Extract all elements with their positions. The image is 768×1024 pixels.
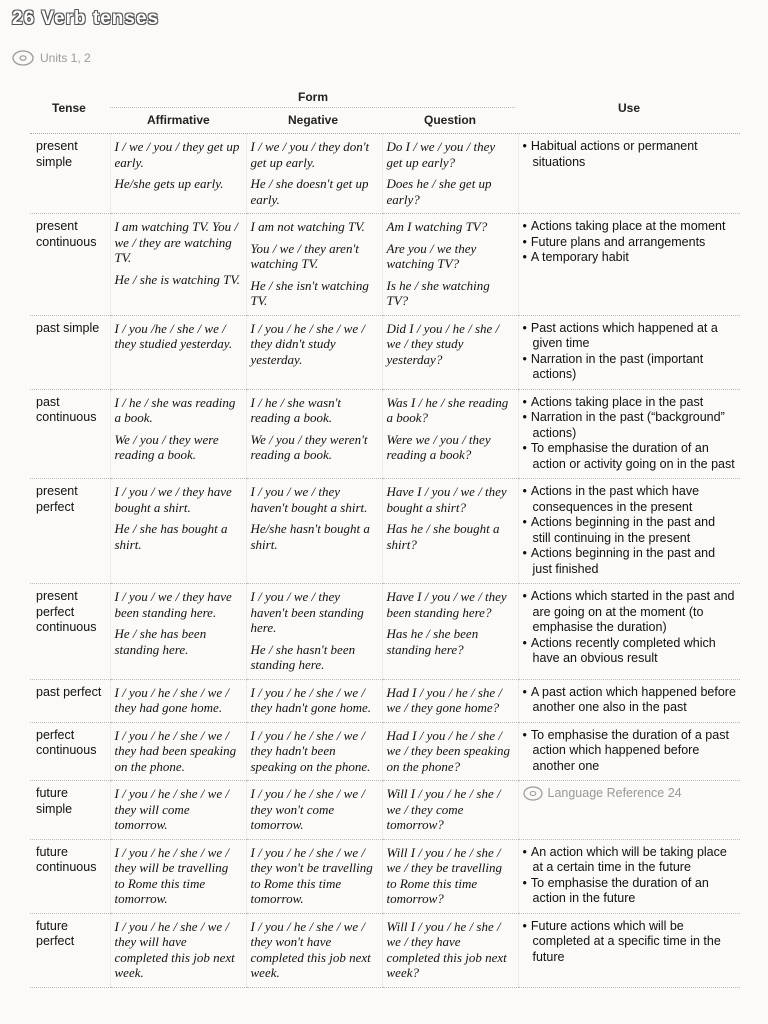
table-row [30,134,740,214]
use-item: • Actions beginning in the past and just finished [523,546,737,577]
use-cell [518,389,740,479]
negative-form: I / you / he / she / we / they won't be travelling to Rome this time tomorrow. [250,844,373,906]
header-question: Question [424,113,477,127]
cd-icon [523,786,543,801]
use-item: • Habitual actions or permanent situations [523,139,737,170]
affirmative-cell [110,679,246,722]
affirmative-form: I / you / we / they have been standing here. [114,589,232,620]
negative-form: I / you / he / she / we / they won't come tomorrow. [250,786,365,832]
negative-cell [246,913,382,987]
affirmative-form: We / you / they were reading a book. [114,431,219,462]
tense-cell: present continuous [30,214,110,316]
header-tense: Tense [52,101,86,115]
use-list [523,845,737,907]
negative-form: He / she isn't watching TV. [250,277,369,308]
question-form: Will I / you / he / she / we / they be travelling to Rome this time tomorrow? [386,844,503,906]
verb-tense-table [30,85,740,988]
question-cell [382,389,518,479]
negative-cell [246,679,382,722]
affirmative-form: He / she has bought a shirt. [114,521,228,552]
use-item: • A past action which happened before another one also in the past [523,685,737,716]
use-item: • Future actions which will be completed at a specific time in the future [523,919,737,966]
negative-form: I am not watching TV. [250,219,365,234]
table-row [30,214,740,316]
question-form: Were we / you / they reading a book? [386,431,491,462]
question-form: Has he / she bought a shirt? [386,521,500,552]
question-form: Is he / she watching TV? [386,277,490,308]
use-cell [518,781,740,840]
question-cell [382,781,518,840]
question-form: Will I / you / he / she / we / they have completed this job next week? [386,918,507,980]
negative-cell [246,134,382,214]
negative-form: He / she hasn't been standing here. [250,641,356,672]
language-reference-label: Language Reference 24 [547,786,682,800]
negative-form: You / we / they aren't watching TV. [250,240,359,271]
negative-form: I / you / he / she / we / they didn't study yesterday. [250,320,365,367]
table-row [30,315,740,389]
negative-cell [246,781,382,840]
table-row [30,679,740,722]
affirmative-form: He / she has been standing here. [114,626,207,657]
question-form: Had I / you / he / she / we / they been speaking on the phone? [386,727,510,774]
use-list [523,219,737,266]
use-item: • Actions recently completed which have an obvious result [523,636,737,667]
negative-cell [246,389,382,479]
negative-form: We / you / they weren't reading a book. [250,431,368,462]
affirmative-cell [110,134,246,214]
question-form: Has he / she been standing here? [386,626,479,657]
question-form: Have I / you / we / they been standing here? [386,589,507,620]
use-list [523,484,737,577]
question-form: Are you / we they watching TV? [386,240,477,271]
table-row [30,781,740,840]
use-item: • Actions which started in the past and are going on at the moment (to emphasise the duration) [523,589,737,636]
use-item: • Past actions which happened at a given time [523,321,737,352]
question-form: Do I / we / you / they get up early? [386,139,496,170]
affirmative-cell [110,584,246,680]
negative-cell [246,315,382,389]
question-form: Will I / you / he / she / we / they come tomorrow? [386,786,501,832]
tense-cell: present perfect [30,479,110,584]
affirmative-form: He/she gets up early. [114,176,224,191]
affirmative-cell [110,214,246,316]
affirmative-form: I / you / he / she / we / they had been speaking on the phone. [114,727,237,774]
affirmative-form: I / you / he / she / we / they will have completed this job next week. [114,918,235,980]
affirmative-form: I / you / he / she / we / they will come tomorrow. [114,786,229,832]
tense-cell: perfect continuous [30,722,110,781]
use-item: • To emphasise the duration of an action in the future [523,876,737,907]
units-reference [12,50,91,66]
header-affirmative: Affirmative [147,113,210,127]
negative-cell [246,584,382,680]
table-row [30,389,740,479]
affirmative-form: He / she is watching TV. [114,271,240,287]
question-cell [382,134,518,214]
use-cell [518,679,740,722]
question-cell [382,214,518,316]
use-list [523,321,737,383]
use-item: • Narration in the past (important actions) [523,352,737,383]
question-form: Had I / you / he / she / we / they gone home? [386,684,503,715]
use-item: • Future plans and arrangements [523,235,737,251]
tense-cell: future simple [30,781,110,840]
use-cell [518,839,740,913]
affirmative-cell [110,389,246,479]
negative-form: I / he / she wasn't reading a book. [250,394,342,425]
negative-form: He / she doesn't get up early. [250,176,369,207]
use-cell [518,315,740,389]
header-form: Form [298,90,328,104]
question-form: Am I watching TV? [386,219,488,234]
affirmative-cell [110,722,246,781]
tense-cell: past perfect [30,679,110,722]
use-list [523,919,737,966]
use-item: • A temporary habit [523,250,737,266]
use-list [523,685,737,716]
question-cell [382,839,518,913]
table-row [30,913,740,987]
table-row [30,722,740,781]
use-cell [518,479,740,584]
tense-cell: future perfect [30,913,110,987]
negative-form: I / you / we / they haven't bought a shirt. [250,484,368,515]
table-header [30,85,740,134]
negative-form: I / we / you / they don't get up early. [250,139,370,170]
use-item: • Actions taking place in the past [523,395,737,411]
negative-cell [246,214,382,316]
use-cell [518,722,740,781]
negative-cell [246,722,382,781]
affirmative-form: I / he / she was reading a book. [114,394,236,425]
tense-cell: present perfect continuous [30,584,110,680]
use-item: • Actions beginning in the past and still continuing in the present [523,515,737,546]
use-cell [518,214,740,316]
use-item: • An action which will be taking place at a certain time in the future [523,845,737,876]
affirmative-cell [110,479,246,584]
affirmative-form: I / you / he / she / we / they will be travelling to Rome this time tomorrow. [114,844,229,906]
affirmative-cell [110,913,246,987]
question-form: Have I / you / we / they bought a shirt? [386,484,507,515]
tense-cell: future continuous [30,839,110,913]
affirmative-form: I / you / he / she / we / they had gone home. [114,684,229,715]
header-use: Use [618,101,641,115]
negative-cell [246,479,382,584]
units-label: Units 1, 2 [40,51,91,65]
question-cell [382,913,518,987]
tense-cell: past continuous [30,389,110,479]
table-row [30,479,740,584]
use-cell [518,134,740,214]
tense-cell: present simple [30,134,110,214]
use-list [523,139,737,170]
table-row [30,839,740,913]
question-cell [382,479,518,584]
question-cell [382,722,518,781]
use-list [523,728,737,775]
language-reference [523,786,737,802]
question-cell [382,315,518,389]
negative-form: I / you / he / she / we / they hadn't gone home. [250,684,371,715]
negative-cell [246,839,382,913]
use-cell [518,913,740,987]
use-item: • Actions in the past which have consequences in the present [523,484,737,515]
tense-cell: past simple [30,315,110,389]
cd-icon [12,50,34,66]
use-item: • Narration in the past (“background” actions) [523,410,737,441]
question-cell [382,679,518,722]
affirmative-form: I / you / we / they have bought a shirt. [114,484,232,515]
question-form: Does he / she get up early? [386,176,492,207]
use-list [523,589,737,667]
negative-form: I / you / we / they haven't been standing here. [250,589,364,635]
use-item: • To emphasise the duration of an action or activity going on in the past [523,441,737,472]
affirmative-form: I am watching TV. You / we / they are watching TV. [114,219,239,265]
affirmative-form: I / we / you / they get up early. [114,139,240,170]
page-title: 26 Verb tenses [12,8,160,29]
question-form: Was I / he / she reading a book? [386,394,509,425]
use-item: • Actions taking place at the moment [523,219,737,235]
affirmative-form: I / you /he / she / we / they studied yesterday. [114,320,233,351]
use-item: • To emphasise the duration of a past action which happened before another one [523,728,737,775]
negative-form: He/she hasn't bought a shirt. [250,521,370,552]
negative-form: I / you / he / she / we / they won't have completed this job next week. [250,918,371,980]
affirmative-cell [110,839,246,913]
table-row [30,584,740,680]
use-list [523,395,737,473]
question-cell [382,584,518,680]
question-form: Did I / you / he / she / we / they study yesterday? [386,320,500,367]
affirmative-cell [110,781,246,840]
use-cell [518,584,740,680]
header-negative: Negative [288,113,339,127]
affirmative-cell [110,315,246,389]
negative-form: I / you / he / she / we / they hadn't been speaking on the phone. [250,727,371,774]
